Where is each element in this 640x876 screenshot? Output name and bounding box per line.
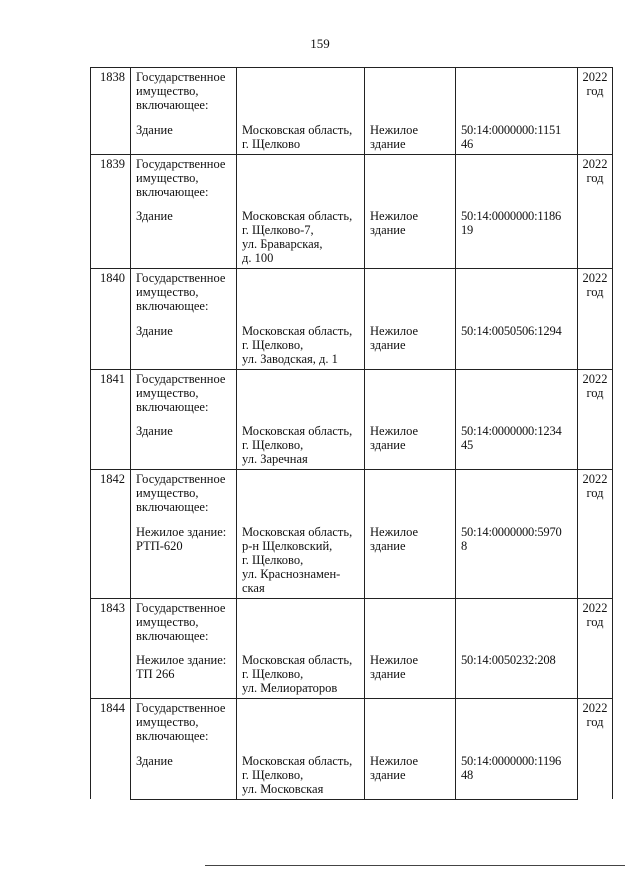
cadastral-number-line: 8 [461,538,468,553]
year-line: 2022 [582,472,608,486]
address-line: г. Щелково, [242,667,304,681]
cadastral-number-line: 50:14:0000000:1186 [461,209,562,223]
group-label-line: Государственное [136,271,226,285]
address-line: Московская область, [242,524,353,539]
object-type [365,749,456,800]
item-name-line: Здание [136,753,173,768]
cadastral-number [456,648,578,699]
cadastral-empty [456,269,578,319]
year-line: год [586,285,604,299]
table-subrow [91,319,613,370]
address [237,648,365,699]
cadastral-number [456,520,578,599]
group-label-line: Государственное [136,70,226,84]
item-name [131,319,237,370]
year-line: год [586,84,604,98]
year-line: 2022 [582,70,608,84]
address [237,118,365,155]
group-label-line: Государственное [136,156,226,171]
type-empty [365,470,456,520]
record-number: 1844 [91,699,131,800]
address-line: ул. Мелиораторов [242,681,338,695]
year-line: год [586,170,604,185]
address-line: ул. Заречная [242,452,308,466]
item-name-line: Здание [136,323,173,338]
address-line: г. Щелково-7, [242,223,314,237]
record-number: 1842 [91,470,131,599]
object-type [365,319,456,370]
object-type-line: здание [370,223,406,237]
group-label-line: включающее: [136,299,209,313]
address-empty [237,154,365,204]
year [578,699,613,800]
group-label-line: имущество, [136,385,199,400]
type-empty [365,369,456,419]
table-subrow [91,204,613,269]
type-empty [365,598,456,648]
item-name-line: Нежилое здание: [136,524,227,539]
object-type-line: здание [370,767,406,782]
address-line: ул. Браварская, [242,237,323,251]
address [237,319,365,370]
item-name-line: Здание [136,209,173,223]
group-label-line: включающее: [136,399,209,414]
object-type-line: здание [370,438,406,452]
item-name [131,648,237,699]
object-type [365,520,456,599]
address-line: г. Щелково, [242,337,304,352]
item-name [131,204,237,269]
cadastral-number-line: 50:14:0000000:5970 [461,524,562,539]
table-row [91,154,613,204]
object-type-line: Нежилое [370,122,419,137]
group-label [131,68,237,118]
year [578,68,613,155]
cadastral-number-line: 45 [461,438,474,452]
address-line: ская [242,580,265,595]
year-line: 2022 [582,371,608,386]
address-line: г. Щелково [242,136,301,151]
year-line: 2022 [582,156,608,171]
cadastral-empty [456,369,578,419]
address-line: г. Щелково, [242,767,304,782]
group-label-line: Государственное [136,600,226,615]
item-name [131,749,237,800]
address-line: г. Щелково, [242,552,304,567]
year-line: 2022 [582,271,608,285]
address-line: Московская область, [242,122,353,137]
item-name-line: Здание [136,122,173,137]
address-empty [237,699,365,749]
item-name-line: Нежилое здание: [136,653,227,667]
year [578,598,613,699]
object-type-line: Нежилое [370,753,419,768]
year-line: год [586,614,604,629]
group-label-line: Государственное [136,701,226,715]
group-label [131,699,237,749]
group-label-line: включающее: [136,628,209,643]
object-type [365,204,456,269]
cadastral-number-line: 46 [461,136,474,151]
object-type [365,648,456,699]
item-name-line: Здание [136,424,173,438]
address-line: ул. Заводская, д. 1 [242,351,338,366]
address-line: Московская область, [242,424,353,438]
page-number: 159 [310,36,330,51]
address-line: Московская область, [242,753,353,768]
record-number: 1843 [91,598,131,699]
address-empty [237,598,365,648]
table-row [91,470,613,520]
cadastral-number [456,204,578,269]
record-number: 1841 [91,369,131,470]
address-empty [237,369,365,419]
object-type-line: Нежилое [370,323,419,338]
cadastral-empty [456,68,578,118]
object-type [365,118,456,155]
record-number: 1839 [91,154,131,269]
year-line: год [586,715,604,729]
cadastral-number [456,749,578,800]
group-label [131,598,237,648]
year-line: год [586,385,604,400]
object-type-line: Нежилое [370,424,419,438]
type-empty [365,68,456,118]
type-empty [365,269,456,319]
address-line: Московская область, [242,209,353,223]
group-label-line: имущество, [136,84,199,98]
table-row [91,699,613,749]
object-type [365,419,456,470]
cadastral-number-line: 19 [461,223,474,237]
type-empty [365,699,456,749]
address [237,749,365,800]
group-label [131,269,237,319]
address-empty [237,269,365,319]
group-label-line: включающее: [136,500,209,514]
cadastral-number-line: 50:14:0000000:1151 [461,122,562,137]
table-subrow [91,520,613,599]
item-name [131,520,237,599]
registry-body [91,68,613,800]
group-label-line: включающее: [136,98,209,112]
table-subrow [91,749,613,800]
address-line: д. 100 [242,251,274,265]
object-type-line: здание [370,667,406,681]
cadastral-number-line: 50:14:0050232:208 [461,653,556,667]
object-type-line: здание [370,136,406,151]
object-type-line: Нежилое [370,209,419,223]
cadastral-number [456,419,578,470]
cadastral-number-line: 48 [461,767,474,782]
group-label-line: включающее: [136,729,209,743]
group-label-line: имущество, [136,285,199,299]
object-type-line: Нежилое [370,653,419,667]
cadastral-number [456,319,578,370]
year [578,154,613,269]
type-empty [365,154,456,204]
group-label-line: Государственное [136,472,226,486]
cadastral-number-line: 50:14:0050506:1294 [461,323,562,338]
item-name [131,419,237,470]
table-subrow [91,118,613,155]
address-line: ул. Московская [242,781,324,796]
cadastral-empty [456,598,578,648]
table-row [91,68,613,118]
group-label [131,154,237,204]
year-line: 2022 [582,600,608,615]
cadastral-empty [456,470,578,520]
address-line: Московская область, [242,653,353,667]
year-line: 2022 [582,701,608,715]
cadastral-number [456,118,578,155]
year [578,269,613,370]
object-type-line: здание [370,538,406,553]
address-empty [237,68,365,118]
property-registry-table [90,67,613,800]
cadastral-empty [456,699,578,749]
record-number: 1838 [91,68,131,155]
year [578,470,613,599]
cadastral-number-line: 50:14:0000000:1234 [461,424,562,438]
item-name [131,118,237,155]
year-line: год [586,486,604,500]
cadastral-empty [456,154,578,204]
group-label-line: имущество, [136,614,199,629]
table-subrow [91,419,613,470]
table-row [91,598,613,648]
record-number: 1840 [91,269,131,370]
address-empty [237,470,365,520]
address [237,419,365,470]
group-label-line: включающее: [136,184,209,199]
group-label [131,369,237,419]
item-name-line: ТП 266 [136,667,175,681]
address [237,520,365,599]
table-row [91,269,613,319]
table-subrow [91,648,613,699]
address [237,204,365,269]
group-label [131,470,237,520]
item-name-line: РТП-620 [136,538,183,553]
year [578,369,613,470]
object-type-line: Нежилое [370,524,419,539]
group-label-line: имущество, [136,486,199,500]
address-line: ул. Краснознамен- [242,566,341,581]
group-label-line: имущество, [136,715,199,729]
table-row [91,369,613,419]
address-line: Московская область, [242,323,353,338]
object-type-line: здание [370,337,406,352]
address-line: р-н Щелковский, [242,538,333,553]
address-line: г. Щелково, [242,438,304,452]
group-label-line: Государственное [136,371,226,386]
bottom-rule [205,865,625,866]
group-label-line: имущество, [136,170,199,185]
cadastral-number-line: 50:14:0000000:1196 [461,753,562,768]
